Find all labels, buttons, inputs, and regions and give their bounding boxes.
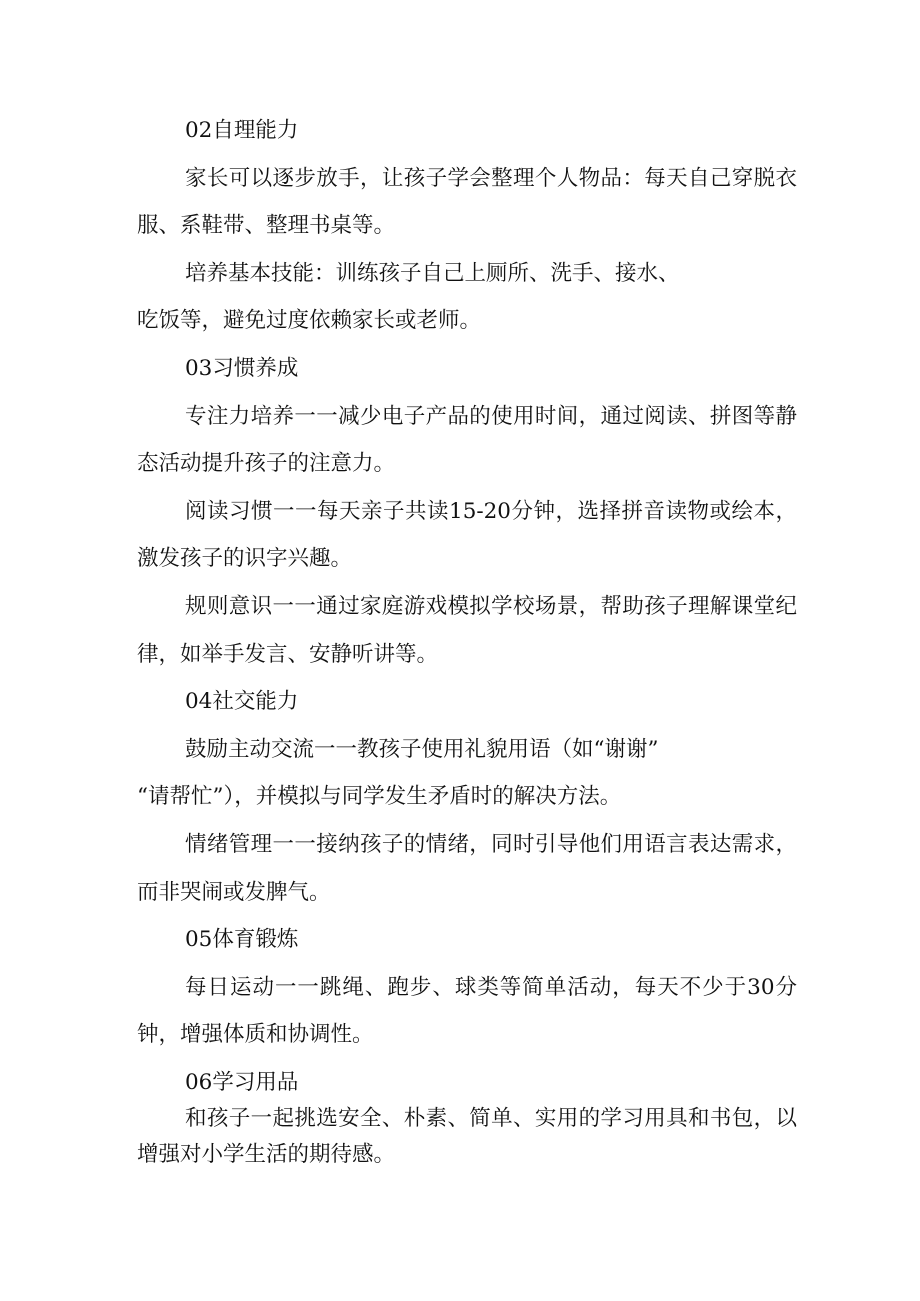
paragraph: 吃饭等，避免过度依赖家长或老师。 (137, 308, 482, 334)
section-exercise (137, 916, 797, 1059)
section-supplies (137, 1065, 797, 1173)
section-heading: 05体育锻炼 (185, 927, 299, 953)
section-heading: 04社交能力 (185, 689, 299, 715)
paragraph: 规则意识一一通过家庭游戏模拟学校场景，帮助孩子理解课堂纪律，如举手发言、安静听讲等。 (137, 593, 797, 667)
section-self-care (137, 107, 797, 345)
paragraph: 阅读习惯一一每天亲子共读15-20分钟，选择拼音读物或绘本，激发孩子的识字兴趣。 (137, 498, 797, 572)
paragraph: 每日运动一一跳绳、跑步、球类等简单活动，每天不少于30分钟，增强体质和协调性。 (137, 974, 797, 1048)
paragraph: 家长可以逐步放手，让孩子学会整理个人物品：每天自己穿脱衣服、系鞋带、整理书桌等。 (137, 165, 797, 239)
section-heading: 06学习用品 (185, 1069, 299, 1095)
section-heading: 03习惯养成 (185, 355, 299, 381)
section-heading: 02自理能力 (185, 118, 299, 143)
section-habits (137, 345, 797, 678)
paragraph: 情绪管理一一接纳孩子的情绪，同时引导他们用语言表达需求，而非哭闹或发脾气。 (137, 831, 797, 905)
section-social (137, 678, 797, 916)
paragraph: 和孩子一起挑选安全、朴素、简单、实用的学习用具和书包，以增强对小学生活的期待感。 (137, 1105, 797, 1167)
paragraph: 培养基本技能：训练孩子自己上厕所、洗手、接水、 (185, 260, 680, 286)
paragraph: 专注力培养一一减少电子产品的使用时间，通过阅读、拼图等静态活动提升孩子的注意力。 (137, 403, 797, 477)
paragraph: “请帮忙”），并模拟与同学发生矛盾时的解决方法。 (137, 784, 622, 810)
document-body (137, 107, 797, 1173)
paragraph: 鼓励主动交流一一教孩子使用礼貌用语（如“谢谢” (185, 736, 659, 762)
